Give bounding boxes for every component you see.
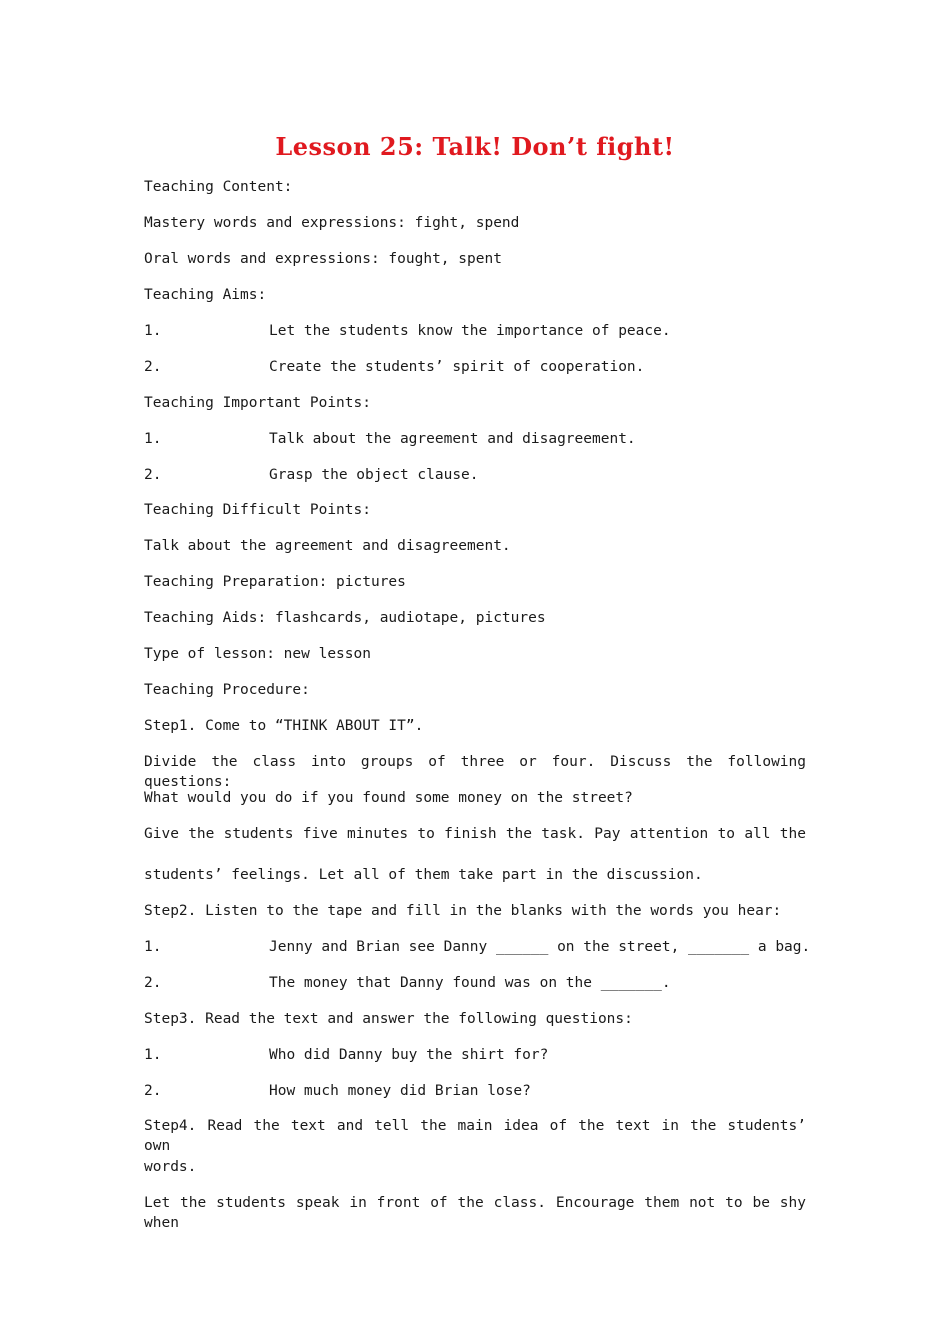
list-text: Jenny and Brian see Danny ______ on the street, _______ a bag.: [269, 939, 811, 955]
step1-task-continued: students’ feelings. Let all of them take part in the discussion.: [144, 867, 703, 883]
list-text: Who did Danny buy the shirt for?: [269, 1047, 549, 1063]
difficult-text: Talk about the agreement and disagreement.: [144, 538, 511, 554]
step2-heading: Step2. Listen to the tape and fill in the blanks with the words you hear:: [144, 903, 782, 919]
list-text: Talk about the agreement and disagreement.: [269, 431, 636, 447]
list-item: [144, 429, 806, 449]
step3-heading: Step3. Read the text and answer the following questions:: [144, 1011, 633, 1027]
lesson-type: Type of lesson: new lesson: [144, 646, 371, 662]
list-item: [144, 973, 806, 993]
list-item: [144, 321, 806, 341]
list-number: 1.: [144, 323, 162, 339]
list-number: 2.: [144, 1083, 162, 1099]
oral-words: Oral words and expressions: fought, spent: [144, 251, 502, 267]
list-text: How much money did Brian lose?: [269, 1083, 531, 1099]
procedure-heading: Teaching Procedure:: [144, 682, 310, 698]
preparation: Teaching Preparation: pictures: [144, 574, 406, 590]
mastery-words: Mastery words and expressions: fight, spend: [144, 215, 520, 231]
list-item: [144, 1045, 806, 1065]
list-number: 1.: [144, 1047, 162, 1063]
content-heading: Teaching Content:: [144, 179, 293, 195]
list-item: [144, 937, 811, 957]
list-number: 1.: [144, 431, 162, 447]
list-number: 2.: [144, 975, 162, 991]
step4-heading: Step4. Read the text and tell the main idea of the text in the students’ own: [144, 1118, 806, 1154]
list-number: 2.: [144, 467, 162, 483]
step1-heading: Step1. Come to “THINK ABOUT IT”.: [144, 718, 424, 734]
list-text: Create the students’ spirit of cooperation.: [269, 359, 645, 375]
step4-heading-continued: words.: [144, 1159, 197, 1175]
step4-text: Let the students speak in front of the class. Encourage them not to be shy when: [144, 1195, 806, 1231]
list-text: Grasp the object clause.: [269, 467, 479, 483]
aims-heading: Teaching Aims:: [144, 287, 267, 303]
list-item: [144, 1081, 806, 1101]
list-number: 1.: [144, 939, 162, 955]
page-title: Lesson 25: Talk! Don’t fight!: [275, 132, 675, 161]
list-text: Let the students know the importance of peace.: [269, 323, 671, 339]
list-item: [144, 465, 806, 485]
step1-text: Divide the class into groups of three or four. Discuss the following questions:: [144, 754, 806, 790]
aids: Teaching Aids: flashcards, audiotape, pictures: [144, 610, 546, 626]
difficult-heading: Teaching Difficult Points:: [144, 502, 371, 518]
list-number: 2.: [144, 359, 162, 375]
step1-task: Give the students five minutes to finish the task. Pay attention to all the: [144, 826, 806, 842]
step1-question: What would you do if you found some money on the street?: [144, 790, 633, 806]
list-item: [144, 357, 806, 377]
list-text: The money that Danny found was on the _______.: [269, 975, 671, 991]
important-heading: Teaching Important Points:: [144, 395, 371, 411]
